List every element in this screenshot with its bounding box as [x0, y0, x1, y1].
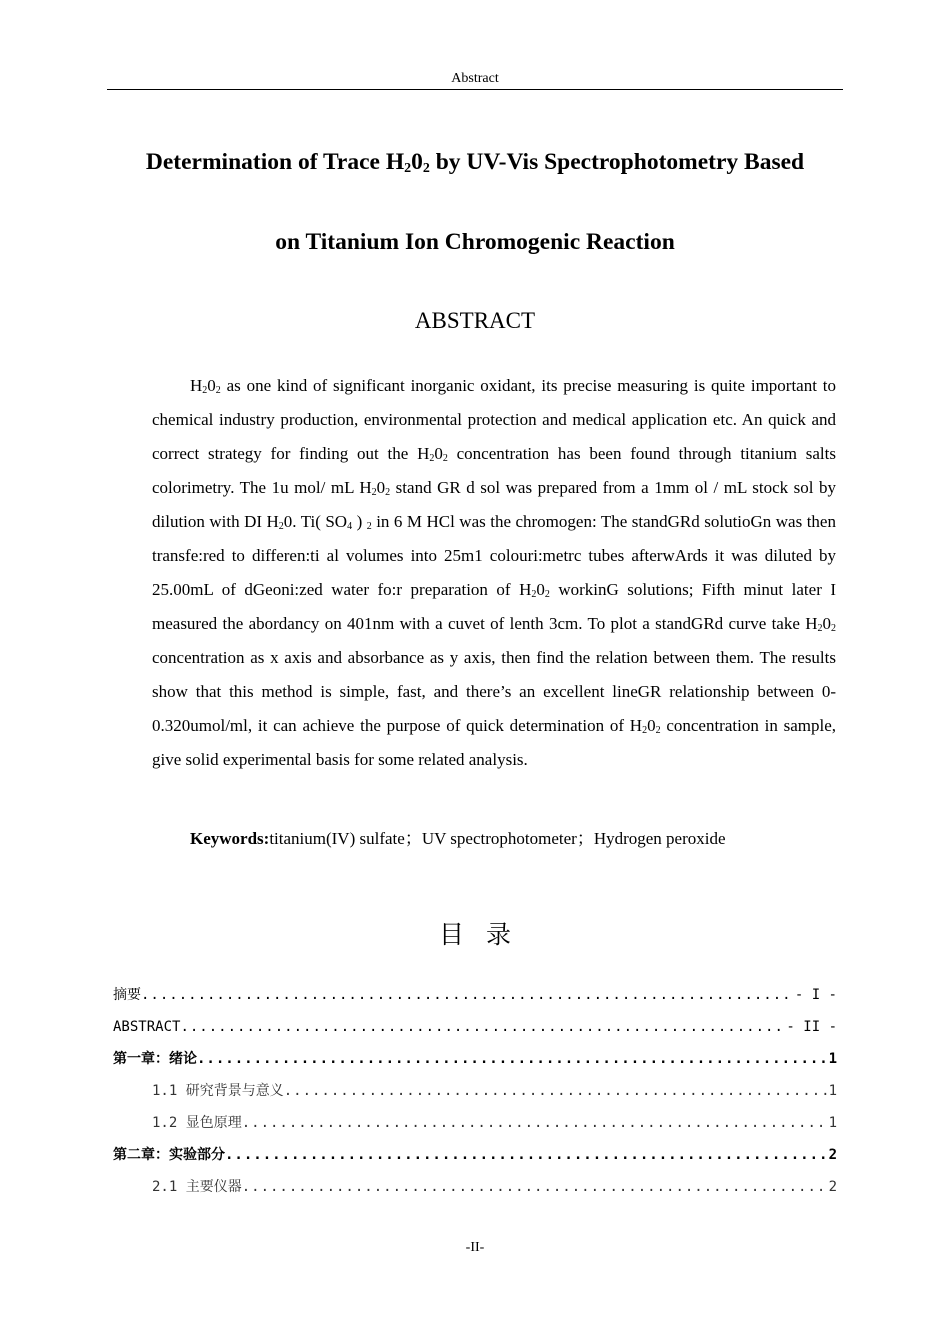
toc-leader	[242, 1113, 827, 1133]
toc-heading: 目录	[438, 920, 533, 949]
toc-entry[interactable]	[113, 985, 837, 1005]
toc-entry[interactable]	[113, 1145, 837, 1165]
toc-entry[interactable]	[152, 1113, 837, 1133]
toc-entry-page: 1	[828, 1115, 837, 1131]
toc-entry-title: 1.2 显色原理	[152, 1115, 242, 1131]
toc-entry-page: - I -	[794, 987, 837, 1003]
toc-leader	[225, 1145, 827, 1165]
toc-entry-page: 2	[828, 1179, 837, 1195]
toc-entry[interactable]	[152, 1081, 837, 1101]
toc-entry-title: 第二章：实验部分	[113, 1147, 225, 1163]
toc-entry-page: 2	[828, 1147, 837, 1163]
toc-entry-page: 1	[828, 1051, 837, 1067]
paper-title-line-2: on Titanium Ion Chromogenic Reaction	[275, 229, 675, 255]
toc-entry-title: 2.1 主要仪器	[152, 1179, 242, 1195]
toc-entry-title: ABSTRACT	[113, 1019, 181, 1035]
page-number: -II-	[465, 1240, 485, 1255]
toc-entry[interactable]	[113, 1049, 837, 1069]
keywords-value: titanium(IV) sulfate；UV spectrophotometer；Hydrogen peroxide	[269, 829, 726, 848]
toc-entry-title: 第一章：绪论	[113, 1051, 197, 1067]
toc-entry-page: - II -	[786, 1019, 837, 1035]
toc-leader	[141, 985, 793, 1005]
abstract-heading: ABSTRACT	[414, 308, 536, 333]
toc-leader	[197, 1049, 827, 1069]
toc-entry-title: 1.1 研究背景与意义	[152, 1083, 284, 1099]
toc-entry-title: 摘要	[113, 987, 141, 1003]
abstract-body: $H_20_2$ as one kind of significant inorganic oxidant, its precise measuring is quite important to chemical industry production, environmental protection and medical application etc. An quick and correct strategy for finding out the $H_20_2$ concentration has been found through titanium salts colorimetry. The 1u mol/ mL $H_20_2$ stand GR d sol was prepared from a 1mm ol / mL stock sol by dilution with DI $H_20$. Ti( $SO_4$ ) $_2$ in 6 M HCl was the chromogen: The standGRd solutioGn was then transfe:red to differen:ti al volumes into 25m1 colouri:metrc tubes afterwArds it was diluted by 25.00mL of dGeoni:zed water fo:r preparation of $H_20_2$ workinG solutions; Fifth minut later I measured the abordancy on 401nm with a cuvet of lenth 3cm. To plot a standGRd curve take $H_20_2$ concentration as x axis and absorbance as y axis, then find the relation between them. The results show that this method is simple, fast, and there’s an excellent lineGR relationship between 0-0.320umol/ml, it can achieve the purpose of quick determination of $H_20_2$ concentration in sample, give solid experimental basis for some related analysis.	[152, 376, 837, 769]
toc-entry-page: 1	[828, 1083, 837, 1099]
toc-entry[interactable]	[152, 1177, 837, 1197]
keywords-line	[190, 824, 726, 854]
toc-leader	[180, 1017, 784, 1037]
toc-leader	[242, 1177, 827, 1197]
toc-leader	[284, 1081, 827, 1101]
running-header: Abstract	[107, 70, 843, 90]
keywords-label: Keywords:	[190, 829, 270, 848]
paper-title-line-1: Determination of Trace $H_20_2$ by UV-Vis Spectrophotometry Based	[145, 149, 805, 176]
toc-entry[interactable]	[113, 1017, 837, 1037]
